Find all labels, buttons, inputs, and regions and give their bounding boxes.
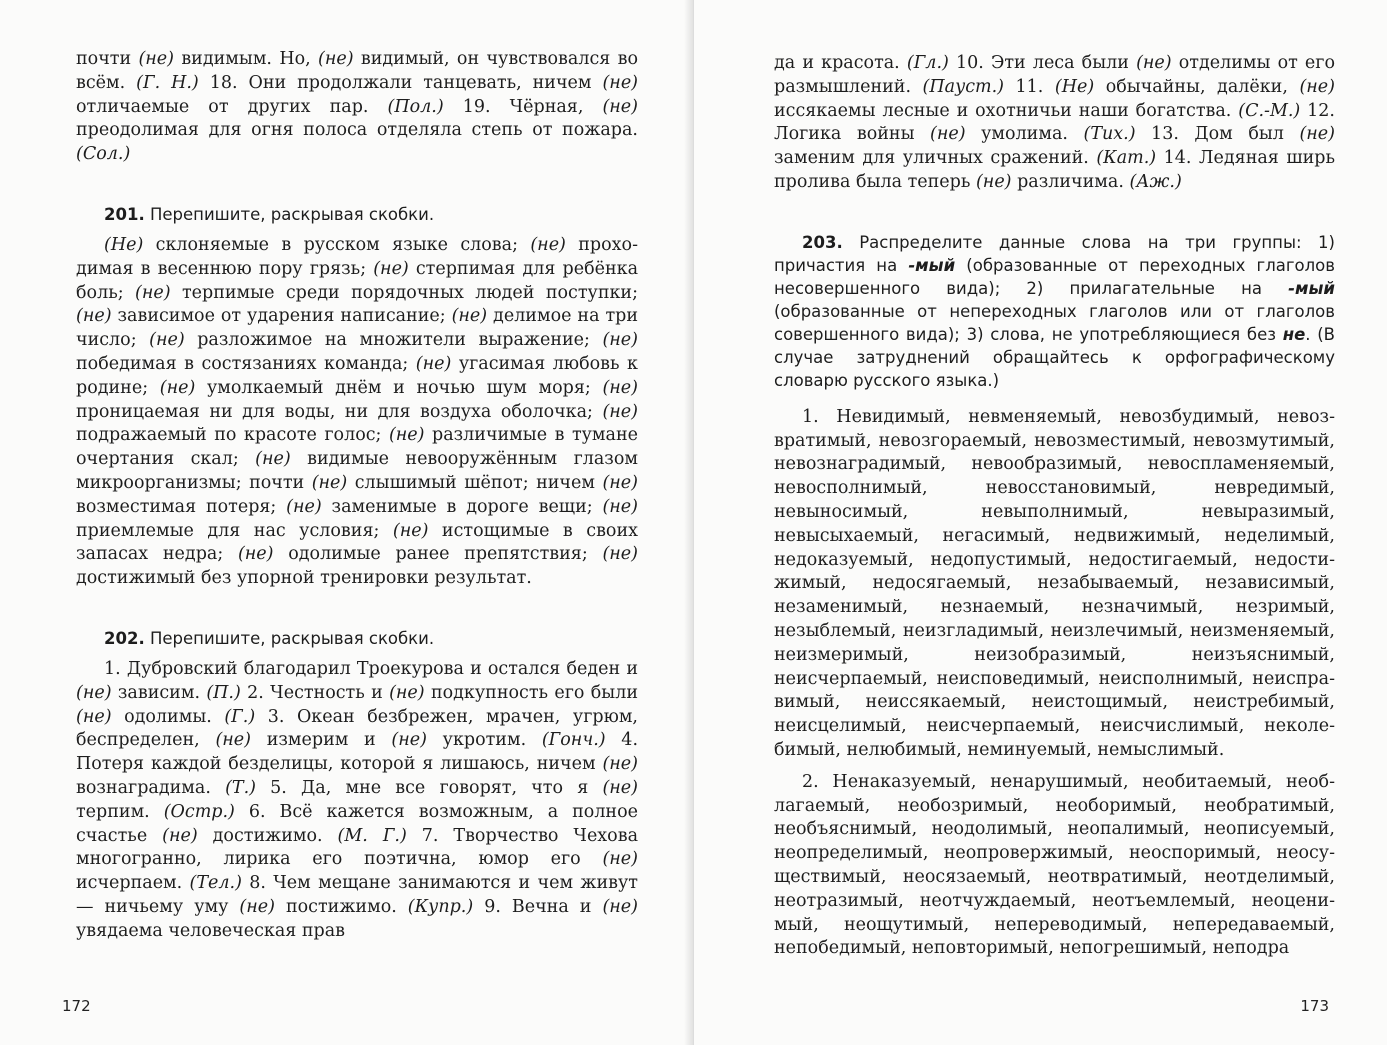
right-page	[694, 0, 1387, 1045]
right-continuation-text: да и красота. (Гл.) 10. Эти леса были (не) отделимы от его размышлений. (Пауст.) 11. (Не) обычайны, далёки, (не) иссякаемы лесные и охотничьи наши богатства. (С.-М.) 12. Логика войны (не) умолима. (Тих.) 13. Дом был (не) заменим для уличных сражений. (Кат.) 14. Ледяная ширь пролива была теперь (не) различима. (Аж.)	[774, 53, 1335, 192]
exercise-201-heading	[76, 203, 638, 226]
page-number-right: 173	[1300, 997, 1329, 1015]
exercise-201-text: (Не) склоняемые в русском языке слова; (не) проходимая в весеннюю пору грязь; (не) стерпимая для ребёнка боль; (не) терпимые среди порядочных людей поступки; (не) зависимое от ударения написание; (не) делимое на три число; (не) разложимое на множители выражение; (не) победимая в состязаниях команда; (не) угасимая любовь к родине; (не) умолкаемый днём и ночью шум моря; (не) проницаемая ни для воды, ни для воздуха оболочка; (не) подражаемый по красоте голос; (не) различимые в тумане очертания скал; (не) видимые невооружённым глазом микроорганизмы; почти (не) слышимый шёпот; ничем (не) возместимая потеря; (не) заменимые в дороге вещи; (не) приемлемые для нас условия; (не) истощимые в своих запасах недра; (не) одолимые ранее препятствия; (не) достижимый без упорной тренировки результат.	[76, 234, 639, 589]
exercise-202-text: 1. Дубровский благодарил Троекурова и остался беден и (не) зависим. (П.) 2. Честность и (не) подкупность его были (не) одолимы. (Г.) 3. Океан безбрежен, мрачен, угрюм, беспределен, (не) измерим и (не) укротим. (Гонч.) 4. Потеря каждой безделицы, которой я лишаюсь, ничем (не) вознаградима. (Т.) 5. Да, мне все говорят, что я (не) терпим. (Остр.) 6. Всё кажется возможным, а полное счастье (не) достижимо. (М. Г.) 7. Творчество Чехова многогранно, лирика его поэтична, юмор его (не) исчерпаем. (Тел.) 8. Чем мещане занимаются и чем живут — ничьему уму (не) постижимо. (Купр.) 9. Вечна и (не) увядаема человеческая прав	[76, 658, 639, 941]
exercise-203-list-1: 1. Невидимый, невменяемый, невозбудимый, невозвратимый, невозгораемый, невозместимый, невозмутимый, невознаградимый, невообразимый, невоспламеняемый, невосполнимый, невосстановимый, невредимый, невыносимый, невыполнимый, невыразимый, невысыхаемый, негасимый, недвижимый, неделимый, недоказуемый, недопустимый, недостигаемый, недостижимый, недосягаемый, незабываемый, независимый, незаменимый, незнаемый, незначимый, незримый, незыблемый, неизгладимый, неизлечимый, неизменяемый, неизмеримый, неизобразимый, неизъяснимый, неисчерпаемый, неисповедимый, неисполнимый, неисправимый, неиссякаемый, неистощимый, неистребимый, неисцелимый, неисчерпаемый, неисчислимый, неколебимый, нелюбимый, неминуемый, немыслимый.	[774, 406, 1335, 760]
exercise-203-number: 203.	[802, 232, 843, 252]
left-continuation-text: почти (не) видимым. Но, (не) видимый, он чувствовался во всём. (Г. Н.) 18. Они продолжали танцевать, ничем (не) отличаемые от других пар. (Пол.) 19. Чёрная, (не) преодолимая для огня полоса отделяла степь от пожара. (Сол.)	[76, 49, 639, 165]
exercise-203-instruction: Распределите данные слова на три группы: 1) причастия на -мый (образованные от переходных глаголов несовершенного вида); 2) прилагательные на -мый (образованные от непереходных глаголов или от глаголов совершенного вида); 3) слова, не употребляющиеся без не. (В случае затруднений обращайтесь к орфографическому словарю русского языка.)	[774, 232, 1336, 390]
exercise-201-instruction: Перепишите, раскрывая скобки.	[149, 204, 435, 224]
exercise-202-instruction: Перепишите, раскрывая скобки.	[149, 628, 435, 648]
exercise-203-heading	[774, 231, 1335, 392]
exercise-202-heading	[76, 627, 638, 650]
exercise-201-number: 201.	[104, 204, 145, 224]
exercise-203-list-2: 2. Ненаказуемый, ненарушимый, необитаемый, необлагаемый, необозримый, необоримый, необратимый, необъяснимый, неодолимый, неопалимый, неописуемый, неопределимый, неопровержимый, неоспоримый, неосуществимый, неосязаемый, неотвратимый, неотделимый, неотразимый, неотчуждаемый, неотъемлемый, неоценимый, неощутимый, непереводимый, непередаваемый, непобедимый, неповторимый, непогрешимый, неподра	[774, 771, 1335, 959]
exercise-202-number: 202.	[104, 628, 145, 648]
page-number-left: 172	[62, 997, 91, 1015]
